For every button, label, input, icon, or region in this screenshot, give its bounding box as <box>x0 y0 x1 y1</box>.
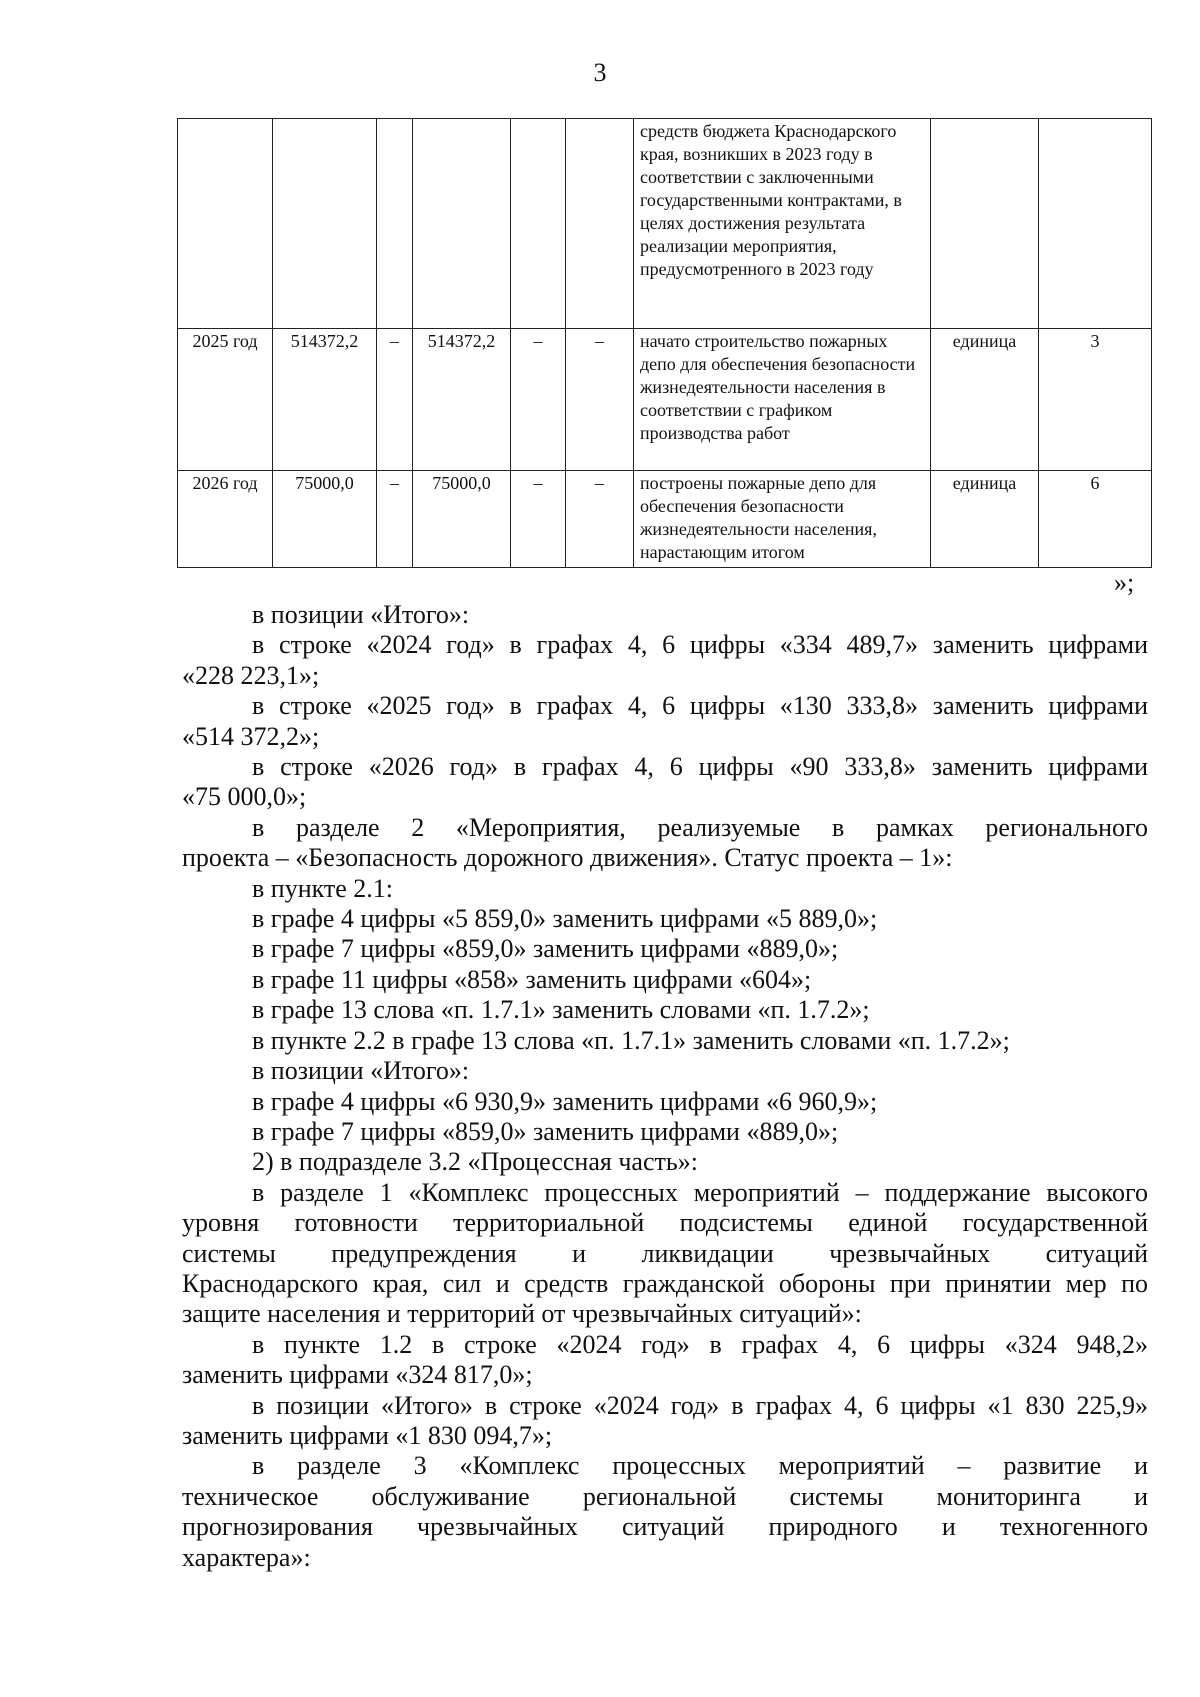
local-cell <box>511 119 566 329</box>
paragraph: в графе 4 цифры «6 930,9» заменить цифрами «6 960,9»; <box>252 1086 878 1116</box>
document-body <box>182 600 1148 1573</box>
regional-cell: 75000,0 <box>413 471 511 568</box>
paragraph-line: «228 223,1»; <box>182 660 320 690</box>
page-number: 3 <box>593 58 607 87</box>
federal-cell: – <box>377 329 413 471</box>
paragraph-line: в разделе 1 «Комплекс процессных мероприятий – поддержание высокого <box>252 1177 1148 1207</box>
table-row <box>178 329 1152 471</box>
result-description-cell: начато строительство пожарных депо для обеспечения безопасности жизнедеятельности населения в соответствии с графиком производства работ <box>634 329 931 471</box>
paragraph-line: в пункте 1.2 в строке «2024 год» в графах 4, 6 цифры «324 948,2» <box>252 1329 1148 1359</box>
paragraph: в позиции «Итого»: <box>252 1056 470 1086</box>
year-cell: 2026 год <box>178 471 273 568</box>
paragraph-line: Краснодарского края, сил и средств гражданской обороны при принятии мер по <box>182 1268 1148 1298</box>
other-cell <box>566 119 634 329</box>
paragraph-line: характера»: <box>182 1542 311 1572</box>
paragraph: в графе 7 цифры «859,0» заменить цифрами «889,0»; <box>252 934 839 964</box>
paragraph: в графе 13 слова «п. 1.7.1» заменить словами «п. 1.7.2»; <box>252 995 870 1025</box>
budget-table <box>177 118 1152 568</box>
result-description-cell: построены пожарные депо для обеспечения безопасности жизнедеятельности населения, нарастающим итогом <box>634 471 931 568</box>
paragraph: в графе 7 цифры «859,0» заменить цифрами «889,0»; <box>252 1116 839 1146</box>
paragraph-line: защите населения и территорий от чрезвычайных ситуаций»: <box>182 1299 862 1329</box>
regional-cell <box>413 119 511 329</box>
year-cell <box>178 119 273 329</box>
table-row <box>178 119 1152 329</box>
result-description-cell: средств бюджета Краснодарского края, возникших в 2023 году в соответствии с заключенными государственными контрактами, в целях достижения результата реализации мероприятия, предусмотренного в 2023 году <box>634 119 931 329</box>
value-cell: 6 <box>1039 471 1152 568</box>
paragraph-line: в позиции «Итого» в строке «2024 год» в графах 4, 6 цифры «1 830 225,9» <box>252 1390 1148 1420</box>
paragraph: в пункте 2.1: <box>252 873 394 903</box>
paragraph-line: техническое обслуживание региональной системы мониторинга и <box>182 1481 1148 1511</box>
paragraph-line: прогнозирования чрезвычайных ситуаций природного и техногенного <box>182 1512 1148 1542</box>
total-cell <box>273 119 377 329</box>
paragraph-line: в строке «2025 год» в графах 4, 6 цифры «130 333,8» заменить цифрами <box>252 691 1148 721</box>
local-cell: – <box>511 471 566 568</box>
unit-cell: единица <box>931 471 1039 568</box>
federal-cell: – <box>377 471 413 568</box>
paragraph: в пункте 2.2 в графе 13 слова «п. 1.7.1» заменить словами «п. 1.7.2»; <box>252 1025 1010 1055</box>
paragraph-line: заменить цифрами «324 817,0»; <box>182 1360 533 1390</box>
paragraph-line: заменить цифрами «1 830 094,7»; <box>182 1420 553 1450</box>
total-cell: 75000,0 <box>273 471 377 568</box>
paragraph: в графе 11 цифры «858» заменить цифрами «604»; <box>252 964 812 994</box>
paragraph-line: в разделе 2 «Мероприятия, реализуемые в рамках регионального <box>252 812 1148 842</box>
closing-quote: »; <box>1114 568 1135 597</box>
other-cell: – <box>566 329 634 471</box>
other-cell: – <box>566 471 634 568</box>
unit-cell <box>931 119 1039 329</box>
table-row <box>178 471 1152 568</box>
value-cell: 3 <box>1039 329 1152 471</box>
federal-cell <box>377 119 413 329</box>
paragraph-line: в строке «2026 год» в графах 4, 6 цифры «90 333,8» заменить цифрами <box>252 752 1148 782</box>
paragraph-line: «514 372,2»; <box>182 721 320 751</box>
unit-cell: единица <box>931 329 1039 471</box>
year-cell: 2025 год <box>178 329 273 471</box>
total-cell: 514372,2 <box>273 329 377 471</box>
local-cell: – <box>511 329 566 471</box>
paragraph: в позиции «Итого»: <box>252 600 470 629</box>
paragraph-line: уровня готовности территориальной подсистемы единой государственной <box>182 1208 1148 1238</box>
paragraph-line: проекта – «Безопасность дорожного движения». Статус проекта – 1»: <box>182 843 953 873</box>
paragraph: 2) в подразделе 3.2 «Процессная часть»: <box>252 1147 698 1177</box>
paragraph-line: «75 000,0»; <box>182 782 307 812</box>
value-cell <box>1039 119 1152 329</box>
regional-cell: 514372,2 <box>413 329 511 471</box>
paragraph-line: системы предупреждения и ликвидации чрезвычайных ситуаций <box>182 1238 1148 1268</box>
paragraph-line: в строке «2024 год» в графах 4, 6 цифры «334 489,7» заменить цифрами <box>252 630 1148 660</box>
paragraph: в графе 4 цифры «5 859,0» заменить цифрами «5 889,0»; <box>252 904 878 934</box>
paragraph-line: в разделе 3 «Комплекс процессных мероприятий – развитие и <box>252 1451 1148 1481</box>
